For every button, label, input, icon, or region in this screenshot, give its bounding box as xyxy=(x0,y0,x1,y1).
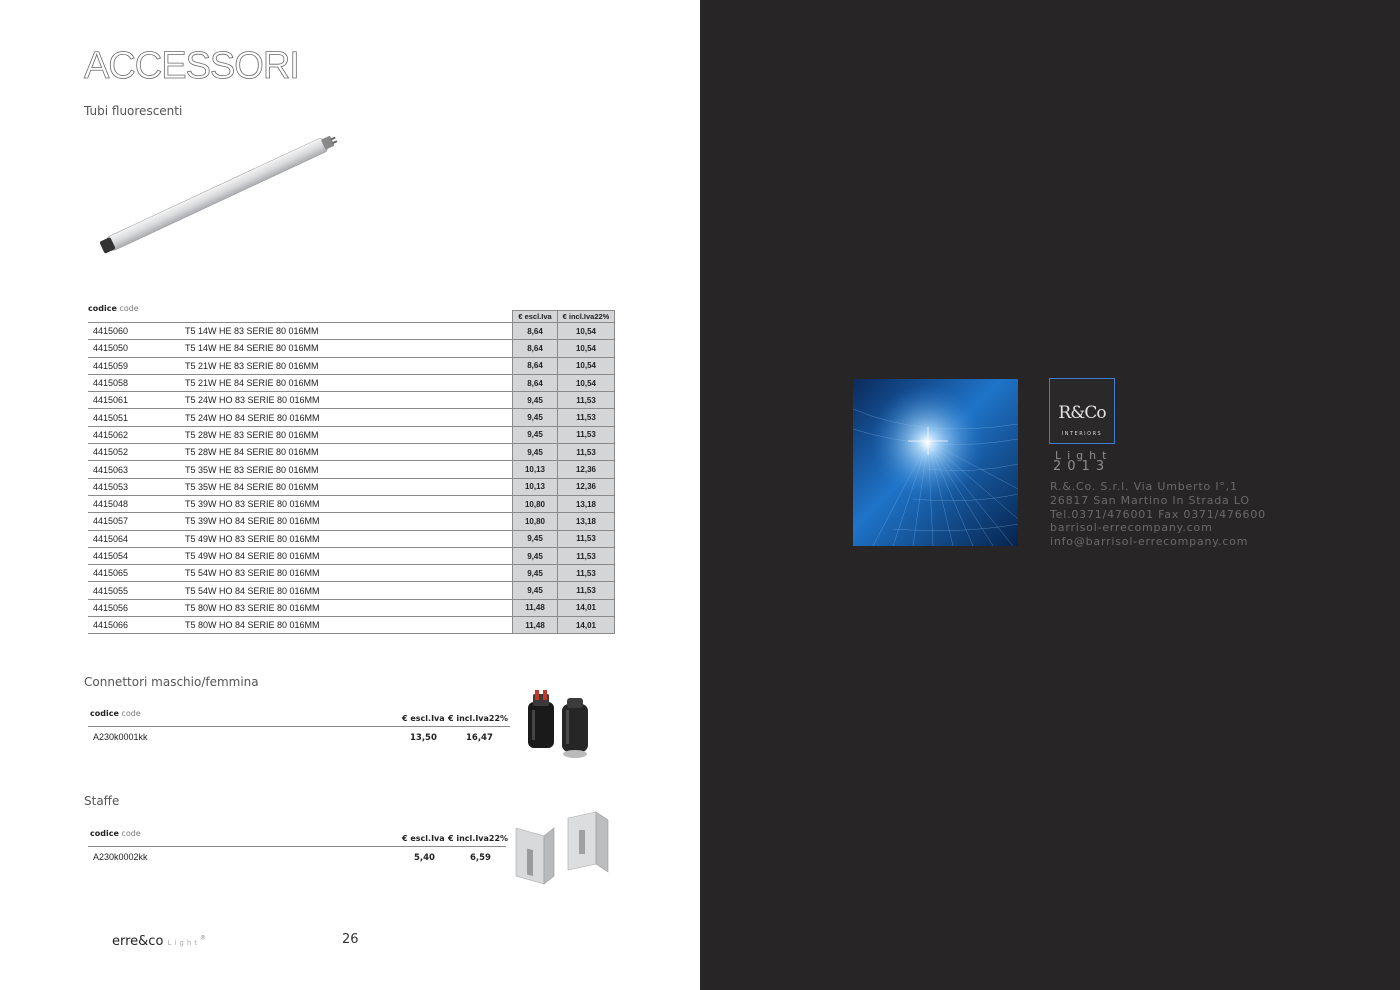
tube-price-ex: 11,48 xyxy=(513,617,558,634)
page-title: ACCESSORI xyxy=(84,45,299,87)
tube-description: T5 54W HO 84 SERIE 80 016MM xyxy=(185,582,513,599)
tube-code: 4415054 xyxy=(88,547,185,564)
table-row xyxy=(88,513,615,530)
table-row xyxy=(88,340,615,357)
tube-code: 4415051 xyxy=(88,409,185,426)
code-label-en: code xyxy=(121,709,141,718)
table-header-row xyxy=(88,311,615,323)
code-label: codice xyxy=(90,829,119,838)
table-row xyxy=(88,444,615,461)
tube-description: T5 28W HE 83 SERIE 80 016MM xyxy=(185,426,513,443)
tube-price-ex: 8,64 xyxy=(513,374,558,391)
tube-code: 4415061 xyxy=(88,392,185,409)
footer-brand-name: erre&co xyxy=(112,934,164,949)
connector-price-inc-header: € incl.Iva22% xyxy=(448,714,509,723)
table-row xyxy=(88,323,615,340)
tube-description: T5 54W HO 83 SERIE 80 016MM xyxy=(185,565,513,582)
table-row xyxy=(88,495,615,512)
tube-price-inc: 10,54 xyxy=(558,374,615,391)
connector-price-ex: 13,50 xyxy=(410,733,437,743)
tube-price-ex: 9,45 xyxy=(513,530,558,547)
tube-description: T5 35W HE 84 SERIE 80 016MM xyxy=(185,478,513,495)
code-label-en: code xyxy=(119,304,139,313)
tube-code: 4415057 xyxy=(88,513,185,530)
tube-price-ex: 9,45 xyxy=(513,426,558,443)
table-row xyxy=(88,357,615,374)
table-row xyxy=(88,374,615,391)
price-ex-header: € escl.Iva xyxy=(513,311,558,323)
tube-description: T5 24W HO 83 SERIE 80 016MM xyxy=(185,392,513,409)
tube-price-ex: 10,13 xyxy=(513,461,558,478)
table-row xyxy=(88,461,615,478)
tube-price-inc: 11,53 xyxy=(558,582,615,599)
tube-code: 4415058 xyxy=(88,374,185,391)
tube-price-inc: 11,53 xyxy=(558,409,615,426)
connector-price-ex-header: € escl.Iva xyxy=(402,714,445,723)
tube-price-ex: 9,45 xyxy=(513,582,558,599)
tube-price-ex: 10,13 xyxy=(513,478,558,495)
contact-address: R.&.Co. S.r.l. Via Umberto I°,1 xyxy=(1050,480,1238,493)
bracket-price-ex-header: € escl.Iva xyxy=(402,834,445,843)
tube-description: T5 24W HO 84 SERIE 80 016MM xyxy=(185,409,513,426)
bracket-price-ex: 5,40 xyxy=(414,853,435,863)
tube-price-inc: 11,53 xyxy=(558,426,615,443)
tube-price-ex: 9,45 xyxy=(513,547,558,564)
contact-city: 26817 San Martino In Strada LO xyxy=(1050,494,1250,507)
footer-brand-mark: ® xyxy=(200,934,207,942)
tube-code: 4415050 xyxy=(88,340,185,357)
table-row xyxy=(88,530,615,547)
blue-light-image xyxy=(853,379,1018,546)
tube-code: 4415056 xyxy=(88,599,185,616)
connector-price-inc: 16,47 xyxy=(466,733,493,743)
tube-price-inc: 11,53 xyxy=(558,444,615,461)
tube-description: T5 35W HE 83 SERIE 80 016MM xyxy=(185,461,513,478)
tube-description: T5 80W HO 84 SERIE 80 016MM xyxy=(185,617,513,634)
contact-email: info@barrisol-errecompany.com xyxy=(1050,535,1249,548)
tube-code: 4415059 xyxy=(88,357,185,374)
tube-price-inc: 14,01 xyxy=(558,617,615,634)
tube-price-ex: 9,45 xyxy=(513,409,558,426)
tube-price-inc: 11,53 xyxy=(558,530,615,547)
rco-interiors-logo xyxy=(1049,378,1115,444)
tube-code: 4415064 xyxy=(88,530,185,547)
bracket-image xyxy=(510,810,615,890)
tube-price-ex: 9,45 xyxy=(513,392,558,409)
tube-code: 4415060 xyxy=(88,323,185,340)
contact-phone: Tel.0371/476001 Fax 0371/476600 xyxy=(1050,508,1266,521)
tube-price-ex: 9,45 xyxy=(513,444,558,461)
price-inc-header: € incl.Iva22% xyxy=(558,311,615,323)
table-row xyxy=(88,565,615,582)
tube-description: T5 49W HO 84 SERIE 80 016MM xyxy=(185,547,513,564)
footer-brand-sub: Light xyxy=(167,939,201,947)
tube-description: T5 39W HO 83 SERIE 80 016MM xyxy=(185,495,513,512)
table-row xyxy=(88,426,615,443)
tube-code: 4415065 xyxy=(88,565,185,582)
table-row xyxy=(88,409,615,426)
tube-description: T5 14W HE 84 SERIE 80 016MM xyxy=(185,340,513,357)
code-label: codice xyxy=(88,304,117,313)
tube-code: 4415062 xyxy=(88,426,185,443)
tube-code: 4415055 xyxy=(88,582,185,599)
tube-price-inc: 11,53 xyxy=(558,565,615,582)
tube-price-inc: 13,18 xyxy=(558,495,615,512)
table-row xyxy=(88,599,615,616)
table-row xyxy=(88,617,615,634)
bracket-code-header xyxy=(90,829,141,838)
code-label: codice xyxy=(90,709,119,718)
fluorescent-tube-image xyxy=(86,128,356,258)
tube-code: 4415053 xyxy=(88,478,185,495)
logo-sub-text: INTERIORS xyxy=(1061,431,1103,437)
bracket-price-inc: 6,59 xyxy=(470,853,491,863)
tube-price-inc: 10,54 xyxy=(558,323,615,340)
tube-price-inc: 10,54 xyxy=(558,357,615,374)
section-title-brackets: Staffe xyxy=(84,794,120,808)
table-row xyxy=(88,392,615,409)
tube-price-inc: 10,54 xyxy=(558,340,615,357)
tube-price-inc: 11,53 xyxy=(558,392,615,409)
tube-price-inc: 13,18 xyxy=(558,513,615,530)
connector-image xyxy=(522,688,617,763)
tube-code: 4415063 xyxy=(88,461,185,478)
table-row xyxy=(88,547,615,564)
code-label-en: code xyxy=(121,829,141,838)
section-title-tubes: Tubi fluorescenti xyxy=(84,104,183,118)
connector-code-header xyxy=(90,709,141,718)
section-title-connectors: Connettori maschio/femmina xyxy=(84,675,259,689)
page-number: 26 xyxy=(342,932,359,947)
tube-description: T5 80W HO 83 SERIE 80 016MM xyxy=(185,599,513,616)
bracket-divider xyxy=(88,846,506,847)
logo-year: 2013 xyxy=(1053,459,1111,474)
bracket-price-inc-header: € incl.Iva22% xyxy=(448,834,509,843)
table-row xyxy=(88,582,615,599)
tube-price-ex: 8,64 xyxy=(513,357,558,374)
tube-price-ex: 8,64 xyxy=(513,323,558,340)
tube-description: T5 49W HO 83 SERIE 80 016MM xyxy=(185,530,513,547)
tube-description: T5 21W HE 84 SERIE 80 016MM xyxy=(185,374,513,391)
tube-price-inc: 12,36 xyxy=(558,461,615,478)
tube-price-ex: 10,80 xyxy=(513,495,558,512)
tube-price-ex: 8,64 xyxy=(513,340,558,357)
bracket-code: A230k0002kk xyxy=(93,852,148,862)
tube-code: 4415052 xyxy=(88,444,185,461)
connector-code: A230k0001kk xyxy=(93,732,148,742)
tube-price-inc: 12,36 xyxy=(558,478,615,495)
tube-description: T5 21W HE 83 SERIE 80 016MM xyxy=(185,357,513,374)
tube-price-inc: 14,01 xyxy=(558,599,615,616)
footer-brand xyxy=(112,934,206,949)
tube-description: T5 14W HE 83 SERIE 80 016MM xyxy=(185,323,513,340)
table-row xyxy=(88,478,615,495)
connector-divider xyxy=(88,726,510,727)
logo-main-text: R&Co xyxy=(1058,403,1106,423)
tube-price-table xyxy=(88,310,615,634)
tube-price-ex: 10,80 xyxy=(513,513,558,530)
tube-price-inc: 11,53 xyxy=(558,547,615,564)
tube-description: T5 39W HO 84 SERIE 80 016MM xyxy=(185,513,513,530)
tube-price-ex: 9,45 xyxy=(513,565,558,582)
logo-light-word: Light xyxy=(1055,449,1113,462)
contact-website: barrisol-errecompany.com xyxy=(1050,521,1213,534)
tube-code: 4415066 xyxy=(88,617,185,634)
tube-code: 4415048 xyxy=(88,495,185,512)
tube-price-ex: 11,48 xyxy=(513,599,558,616)
tube-description: T5 28W HE 84 SERIE 80 016MM xyxy=(185,444,513,461)
